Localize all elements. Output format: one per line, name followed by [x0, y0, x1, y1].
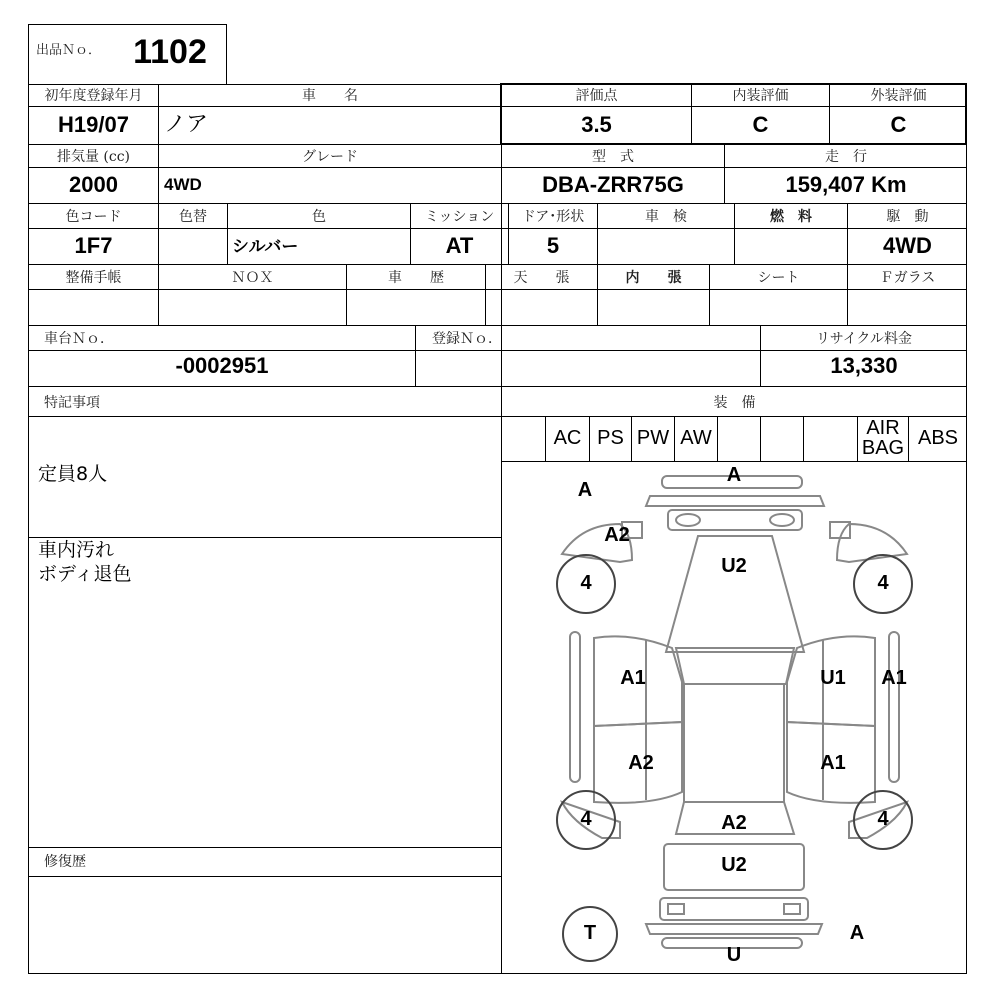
damage-rr-tire: 4 — [877, 808, 889, 830]
equipment-abs: ABS — [917, 427, 959, 449]
repaint-header: 色替 — [179, 209, 207, 225]
damage-hood: A2 — [604, 524, 630, 546]
damage-fl-tire: 4 — [580, 572, 592, 594]
color-code-value: 1F7 — [74, 233, 113, 258]
inspection-header: 車 検 — [645, 209, 687, 225]
car-name-value: ノア — [164, 112, 209, 137]
damage-front-left-corner: A — [577, 479, 593, 501]
equipment-ac: AC — [553, 427, 582, 449]
damage-spare-tire: T — [583, 922, 597, 944]
interior-header: 内装評価 — [732, 88, 789, 104]
first-reg-value: H19/07 — [58, 112, 129, 137]
damage-right-front-door: U1 — [820, 667, 846, 689]
equipment-pw: PW — [636, 427, 670, 449]
doors-value: 5 — [546, 233, 560, 258]
displacement-header: 排気量 (cc) — [56, 149, 131, 165]
displacement-value: 2000 — [69, 172, 118, 197]
exterior-header: 外装評価 — [870, 88, 927, 104]
registration-header: 登録Ｎｏ． — [432, 331, 502, 347]
drive-value: 4WD — [883, 233, 932, 258]
recycle-value: 13,330 — [830, 353, 898, 378]
damage-windshield: U2 — [721, 555, 747, 577]
transmission-value: AT — [445, 233, 474, 258]
f-glass-header: Ｆガラス — [879, 270, 936, 286]
interior-value: C — [752, 112, 769, 137]
model-value: DBA-ZRR75G — [542, 172, 684, 197]
damage-right-rear-door: A1 — [820, 752, 846, 774]
exterior-value: C — [890, 112, 907, 137]
transmission-header: ミッション — [424, 209, 495, 225]
remarks-note-condition: 車内汚れ ボディ退色 — [38, 539, 132, 585]
mileage-header: 走 行 — [825, 149, 867, 165]
color-value: シルバー — [232, 237, 299, 257]
damage-rear-right: A — [849, 922, 865, 944]
damage-rear-window: A2 — [721, 812, 747, 834]
history-header: 車 歴 — [388, 270, 444, 286]
mileage-value: 159,407 Km — [785, 172, 907, 197]
damage-front-bumper: A — [726, 464, 742, 486]
repair-history-title: 修復歴 — [44, 854, 86, 870]
model-header: 型 式 — [592, 149, 634, 165]
nox-header: ＮＯＸ — [231, 270, 274, 286]
doors-header: ドア･形状 — [521, 209, 585, 225]
equipment-ps: PS — [597, 427, 624, 449]
seat-header: シート — [757, 270, 800, 286]
damage-tailgate: U2 — [721, 854, 747, 876]
service-book-header: 整備手帳 — [65, 270, 122, 286]
grade-header: グレード — [302, 149, 358, 165]
damage-rear-bumper: U — [726, 944, 742, 966]
color-header: 色 — [312, 209, 326, 225]
lot-number-label: 出品Ｎｏ． — [36, 43, 102, 58]
damage-rl-tire: 4 — [580, 808, 592, 830]
color-code-header: 色コード — [65, 209, 122, 225]
damage-fr-tire: 4 — [877, 572, 889, 594]
lot-number: 1102 — [133, 33, 207, 71]
grade-value: 4WD — [164, 175, 202, 194]
score-value: 3.5 — [581, 112, 612, 137]
equipment-airbag: AIR BAG — [861, 417, 905, 459]
fuel-header: 燃 料 — [770, 209, 812, 225]
chassis-header: 車台Ｎｏ． — [44, 331, 114, 347]
damage-left-front-door: A1 — [620, 667, 646, 689]
interior-lining-header: 内 張 — [625, 270, 682, 286]
recycle-header: リサイクル料金 — [815, 331, 913, 347]
remarks-note-capacity: 定員8人 — [38, 463, 108, 485]
damage-left-rear-door: A2 — [628, 752, 654, 774]
remarks-title: 特記事項 — [44, 395, 100, 411]
first-reg-header: 初年度登録年月 — [44, 88, 143, 104]
roof-header: 天 張 — [513, 270, 570, 286]
score-header: 評価点 — [575, 88, 618, 104]
chassis-value: -0002951 — [175, 353, 269, 378]
car-name-header: 車 名 — [302, 88, 358, 104]
car-damage-diagram — [502, 462, 967, 974]
drive-header: 駆 動 — [886, 209, 929, 225]
equipment-title: 装 備 — [713, 395, 756, 411]
equipment-aw: AW — [680, 427, 712, 449]
damage-right-fender: A1 — [881, 667, 907, 689]
